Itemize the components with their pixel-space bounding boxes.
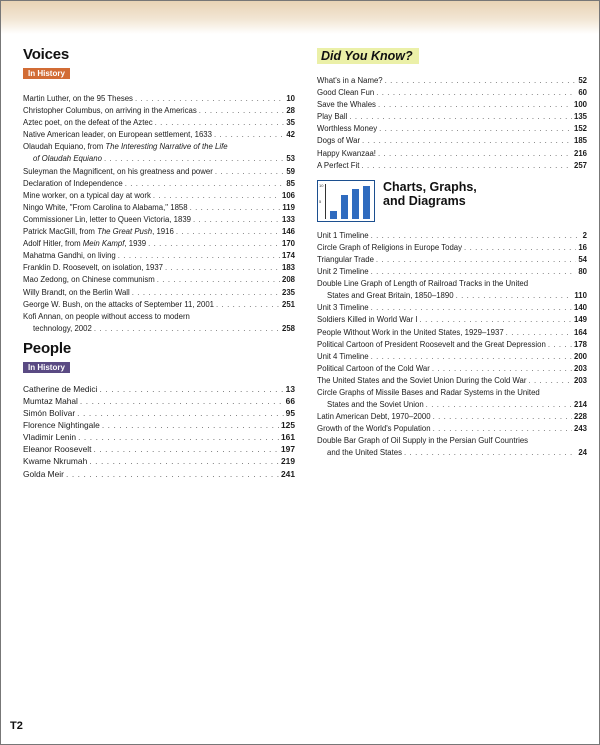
dot-leader [376, 87, 576, 99]
dot-leader [155, 117, 285, 129]
entry-label: Circle Graph of Religions in Europe Today [317, 242, 463, 252]
entry-label: Florence Nightingale [23, 420, 100, 431]
entry-page-number: 52 [578, 76, 587, 85]
voices-entry [23, 190, 295, 202]
entry-label-line1: Double Line Graph of Length of Railroad Tracks in the United [317, 279, 529, 289]
dot-leader [199, 105, 285, 117]
entry-page-number: 203 [573, 363, 587, 373]
dot-leader [216, 299, 280, 311]
charts-entry [317, 411, 587, 423]
dot-leader [371, 302, 572, 314]
entry-page-number: 80 [578, 267, 587, 277]
entry-label: Mahatma Gandhi, on living [23, 251, 116, 261]
dot-leader [379, 123, 572, 135]
did-you-know-entry [317, 75, 587, 87]
entry-page-number: 54 [578, 254, 587, 264]
dot-leader [528, 375, 572, 387]
dot-leader [349, 111, 572, 123]
people-entry [23, 455, 295, 467]
voices-list [23, 93, 295, 335]
entry-label: Willy Brandt, on the Berlin Wall [23, 287, 130, 297]
did-you-know-list [317, 75, 587, 172]
entry-label: What's in a Name? [317, 76, 383, 85]
entry-page-number: 243 [573, 424, 587, 434]
entry-label: Dogs of War [317, 136, 361, 146]
people-list [23, 383, 295, 480]
dot-leader [548, 339, 572, 351]
entry-label: Aztec poet, on the defeat of the Aztec [23, 118, 153, 128]
entry-label: Eleanor Roosevelt [23, 444, 92, 455]
voices-entry [23, 93, 295, 105]
entry-page-number: 197 [281, 444, 295, 455]
dot-leader [432, 363, 572, 375]
voices-entry [23, 105, 295, 117]
entry-page-number: 53 [286, 154, 295, 164]
voices-entry [23, 238, 295, 250]
dot-leader [78, 431, 279, 443]
charts-entry [317, 423, 587, 435]
entry-label: Simón Bolívar [23, 408, 76, 419]
entry-page-number: 235 [281, 287, 295, 297]
entry-page-number: 42 [286, 130, 295, 140]
entry-page-number: 13 [285, 383, 295, 394]
entry-label-line2: of Olaudah Equiano [33, 154, 102, 164]
dot-leader [464, 242, 576, 254]
dot-leader [420, 314, 572, 326]
entry-label-line1: Circle Graphs of Missile Bases and Radar Systems in the United [317, 387, 540, 397]
entry-label: Franklin D. Roosevelt, on isolation, 1937 [23, 263, 163, 273]
entry-label: Political Cartoon of the Cold War [317, 363, 430, 373]
top-decorative-band [1, 1, 599, 34]
entry-label: Mumtaz Mahal [23, 395, 78, 406]
dot-leader [362, 135, 572, 147]
entry-page-number: 106 [281, 190, 295, 200]
dot-leader [385, 75, 577, 87]
entry-label: Triangular Trade [317, 254, 374, 264]
people-tag: In History [23, 362, 70, 373]
did-you-know-entry [317, 123, 587, 135]
entry-label-line2: technology, 2002 [33, 323, 92, 333]
charts-entry [317, 339, 587, 351]
entry-label: Mao Zedong, on Chinese communism [23, 275, 155, 285]
entry-page-number: 183 [281, 263, 295, 273]
dot-leader [104, 153, 284, 165]
dot-leader [214, 129, 284, 141]
entry-page-number: 146 [281, 227, 295, 237]
entry-page-number: 228 [573, 412, 587, 422]
dot-leader [135, 93, 284, 105]
entry-page-number: 257 [573, 160, 587, 170]
entry-label: Happy Kwanzaa! [317, 148, 376, 158]
entry-label: Worthless Money [317, 124, 378, 134]
people-entry [23, 419, 295, 431]
charts-section-header [317, 180, 587, 222]
entry-label: Unit 4 Timeline [317, 351, 369, 361]
charts-entry [317, 435, 587, 459]
entry-label: Soldiers Killed in World War I [317, 315, 418, 325]
entry-label: Catherine de Medici [23, 383, 98, 394]
entry-label-line2: States and the Soviet Union [327, 400, 424, 410]
voices-tag: In History [23, 68, 70, 79]
dot-leader [215, 166, 284, 178]
charts-entry [317, 254, 587, 266]
entry-page-number: 35 [286, 118, 295, 128]
entry-page-number: 10 [286, 94, 295, 103]
entry-label: Play Ball [317, 112, 348, 122]
dot-leader [80, 395, 284, 407]
left-column [23, 47, 295, 480]
entry-page-number: 135 [573, 112, 587, 122]
entry-page-number: 133 [281, 214, 295, 224]
voices-entry [23, 274, 295, 286]
voices-entry [23, 141, 295, 165]
charts-title [383, 180, 477, 208]
entry-page-number: 119 [282, 202, 295, 212]
dot-leader [378, 148, 572, 160]
entry-label: Good Clean Fun [317, 88, 375, 98]
entry-page-number: 152 [573, 124, 587, 134]
entry-page-number: 178 [573, 339, 587, 349]
voices-entry [23, 166, 295, 178]
dot-leader [93, 443, 279, 455]
entry-page-number: 24 [578, 448, 587, 458]
dot-leader [371, 266, 577, 278]
people-section-header [23, 341, 295, 375]
dot-leader [371, 230, 581, 242]
did-you-know-entry [317, 99, 587, 111]
dot-leader [66, 468, 279, 480]
entry-label: The United States and the Soviet Union During the Cold War [317, 375, 527, 385]
entry-page-number: 161 [281, 432, 295, 443]
voices-entry [23, 226, 295, 238]
did-you-know-title: Did You Know? [317, 48, 419, 64]
did-you-know-entry [317, 135, 587, 147]
charts-entry [317, 266, 587, 278]
charts-entry [317, 375, 587, 387]
voices-entry [23, 287, 295, 299]
voices-section-header [23, 47, 295, 81]
entry-page-number: 251 [281, 299, 295, 309]
dot-leader [506, 327, 572, 339]
entry-page-number: 164 [573, 327, 587, 337]
dot-leader [176, 226, 280, 238]
voices-entry [23, 262, 295, 274]
dot-leader [378, 99, 572, 111]
voices-entry [23, 299, 295, 311]
entry-page-number: 214 [573, 400, 587, 410]
entry-label: Unit 3 Timeline [317, 303, 369, 313]
entry-label: Native American leader, on European settlement, 1633 [23, 130, 212, 140]
entry-label-line1: Double Bar Graph of Oil Supply in the Persian Gulf Countries [317, 436, 529, 446]
dot-leader [193, 214, 280, 226]
entry-label: Commissioner Lin, letter to Queen Victoria, 1839 [23, 214, 192, 224]
charts-title-line2: and Diagrams [383, 193, 466, 208]
dot-leader [361, 160, 572, 172]
entry-page-number: 258 [281, 323, 295, 333]
voices-entry [23, 129, 295, 141]
dot-leader [456, 290, 573, 302]
entry-label-line2: States and Great Britain, 1850–1890 [327, 291, 454, 301]
entry-label: Unit 2 Timeline [317, 267, 369, 277]
did-you-know-entry [317, 111, 587, 123]
entry-page-number: 125 [281, 420, 295, 431]
page-label: T2 [10, 720, 23, 732]
dot-leader [125, 178, 285, 190]
dot-leader [433, 423, 572, 435]
did-you-know-entry [317, 160, 587, 172]
dot-leader [132, 287, 280, 299]
charts-entry [317, 302, 587, 314]
people-entry [23, 383, 295, 395]
entry-page-number: 208 [281, 275, 295, 285]
entry-label: Mine worker, on a typical day at work [23, 190, 151, 200]
entry-label: George W. Bush, on the attacks of September 11, 2001 [23, 299, 214, 309]
dot-leader [148, 238, 280, 250]
voices-entry [23, 117, 295, 129]
entry-label: Growth of the World's Population [317, 424, 431, 434]
entry-page-number: 200 [573, 351, 587, 361]
entry-label: Ningo White, "From Carolina to Alabama," 1858 [23, 202, 188, 212]
dot-leader [102, 419, 279, 431]
entry-label-line1: Olaudah Equiano, from The Interesting Narrative of the Life [23, 142, 228, 152]
entry-label-line1: Kofi Annan, on people without access to modern [23, 311, 190, 321]
charts-title-line1: Charts, Graphs, [383, 179, 477, 194]
entry-label: Golda Meir [23, 468, 64, 479]
people-entry [23, 443, 295, 455]
people-entry [23, 431, 295, 443]
entry-label: People Without Work in the United States, 1929–1937 [317, 327, 504, 337]
people-entry [23, 407, 295, 419]
entry-page-number: 149 [573, 315, 587, 325]
entry-page-number: 85 [286, 178, 295, 188]
charts-entry [317, 327, 587, 339]
entry-page-number: 219 [281, 456, 295, 467]
entry-page-number: 185 [573, 136, 587, 146]
entry-label: Save the Whales [317, 100, 376, 110]
entry-page-number: 241 [281, 468, 295, 479]
people-entry [23, 395, 295, 407]
dot-leader [371, 351, 572, 363]
entry-page-number: 28 [286, 106, 295, 116]
charts-entry [317, 351, 587, 363]
people-entry [23, 468, 295, 480]
voices-entry [23, 214, 295, 226]
charts-entry [317, 363, 587, 375]
charts-list [317, 230, 587, 460]
dot-leader [426, 399, 572, 411]
charts-entry [317, 230, 587, 242]
dot-leader [404, 447, 576, 459]
entry-label: Vladimir Lenin [23, 432, 77, 443]
entry-page-number: 16 [578, 242, 587, 252]
entry-label: Unit 1 Timeline [317, 230, 369, 240]
did-you-know-entry [317, 87, 587, 99]
voices-entry [23, 202, 295, 214]
voices-entry [23, 250, 295, 262]
entry-label: Patrick MacGill, from The Great Push, 1916 [23, 227, 174, 237]
charts-entry [317, 242, 587, 254]
dot-leader [165, 262, 280, 274]
entry-page-number: 66 [285, 395, 295, 406]
people-title: People [23, 339, 71, 357]
voices-title: Voices [23, 46, 70, 63]
charts-entry [317, 278, 587, 302]
entry-page-number: 110 [574, 291, 587, 301]
dot-leader [190, 202, 281, 214]
right-column [317, 47, 587, 460]
entry-label: Martin Luther, on the 95 Theses [23, 94, 133, 103]
did-you-know-entry [317, 148, 587, 160]
entry-page-number: 59 [286, 166, 295, 176]
entry-page-number: 170 [281, 239, 295, 249]
entry-label: Kwame Nkrumah [23, 456, 88, 467]
entry-label: Declaration of Independence [23, 178, 123, 188]
entry-label: Adolf Hitler, from Mein Kampf, 1939 [23, 239, 147, 249]
dot-leader [94, 323, 280, 335]
entry-page-number: 100 [573, 100, 587, 110]
entry-label: Latin American Debt, 1970–2000 [317, 412, 431, 422]
dot-leader [99, 383, 283, 395]
charts-entry [317, 387, 587, 411]
entry-page-number: 174 [281, 251, 295, 261]
entry-page-number: 216 [573, 148, 587, 158]
entry-label: Political Cartoon of President Roosevelt and the Great Depression [317, 339, 546, 349]
dot-leader [153, 190, 280, 202]
dot-leader [77, 407, 284, 419]
entry-label-line2: and the United States [327, 448, 402, 458]
entry-label: Christopher Columbus, on arriving in the Americas [23, 106, 197, 116]
entry-label: Suleyman the Magnificent, on his greatness and power [23, 166, 213, 176]
dot-leader [89, 455, 279, 467]
bar-chart-icon: 10 5 [317, 180, 375, 222]
dot-leader [157, 274, 280, 286]
entry-page-number: 2 [582, 230, 587, 240]
entry-label: A Perfect Fit [317, 160, 360, 170]
entry-page-number: 95 [285, 408, 295, 419]
voices-entry [23, 178, 295, 190]
entry-page-number: 203 [573, 375, 587, 385]
entry-page-number: 140 [573, 303, 587, 313]
dot-leader [433, 411, 572, 423]
voices-entry [23, 311, 295, 335]
entry-page-number: 60 [578, 88, 587, 98]
dot-leader [376, 254, 576, 266]
dot-leader [118, 250, 280, 262]
charts-entry [317, 314, 587, 326]
